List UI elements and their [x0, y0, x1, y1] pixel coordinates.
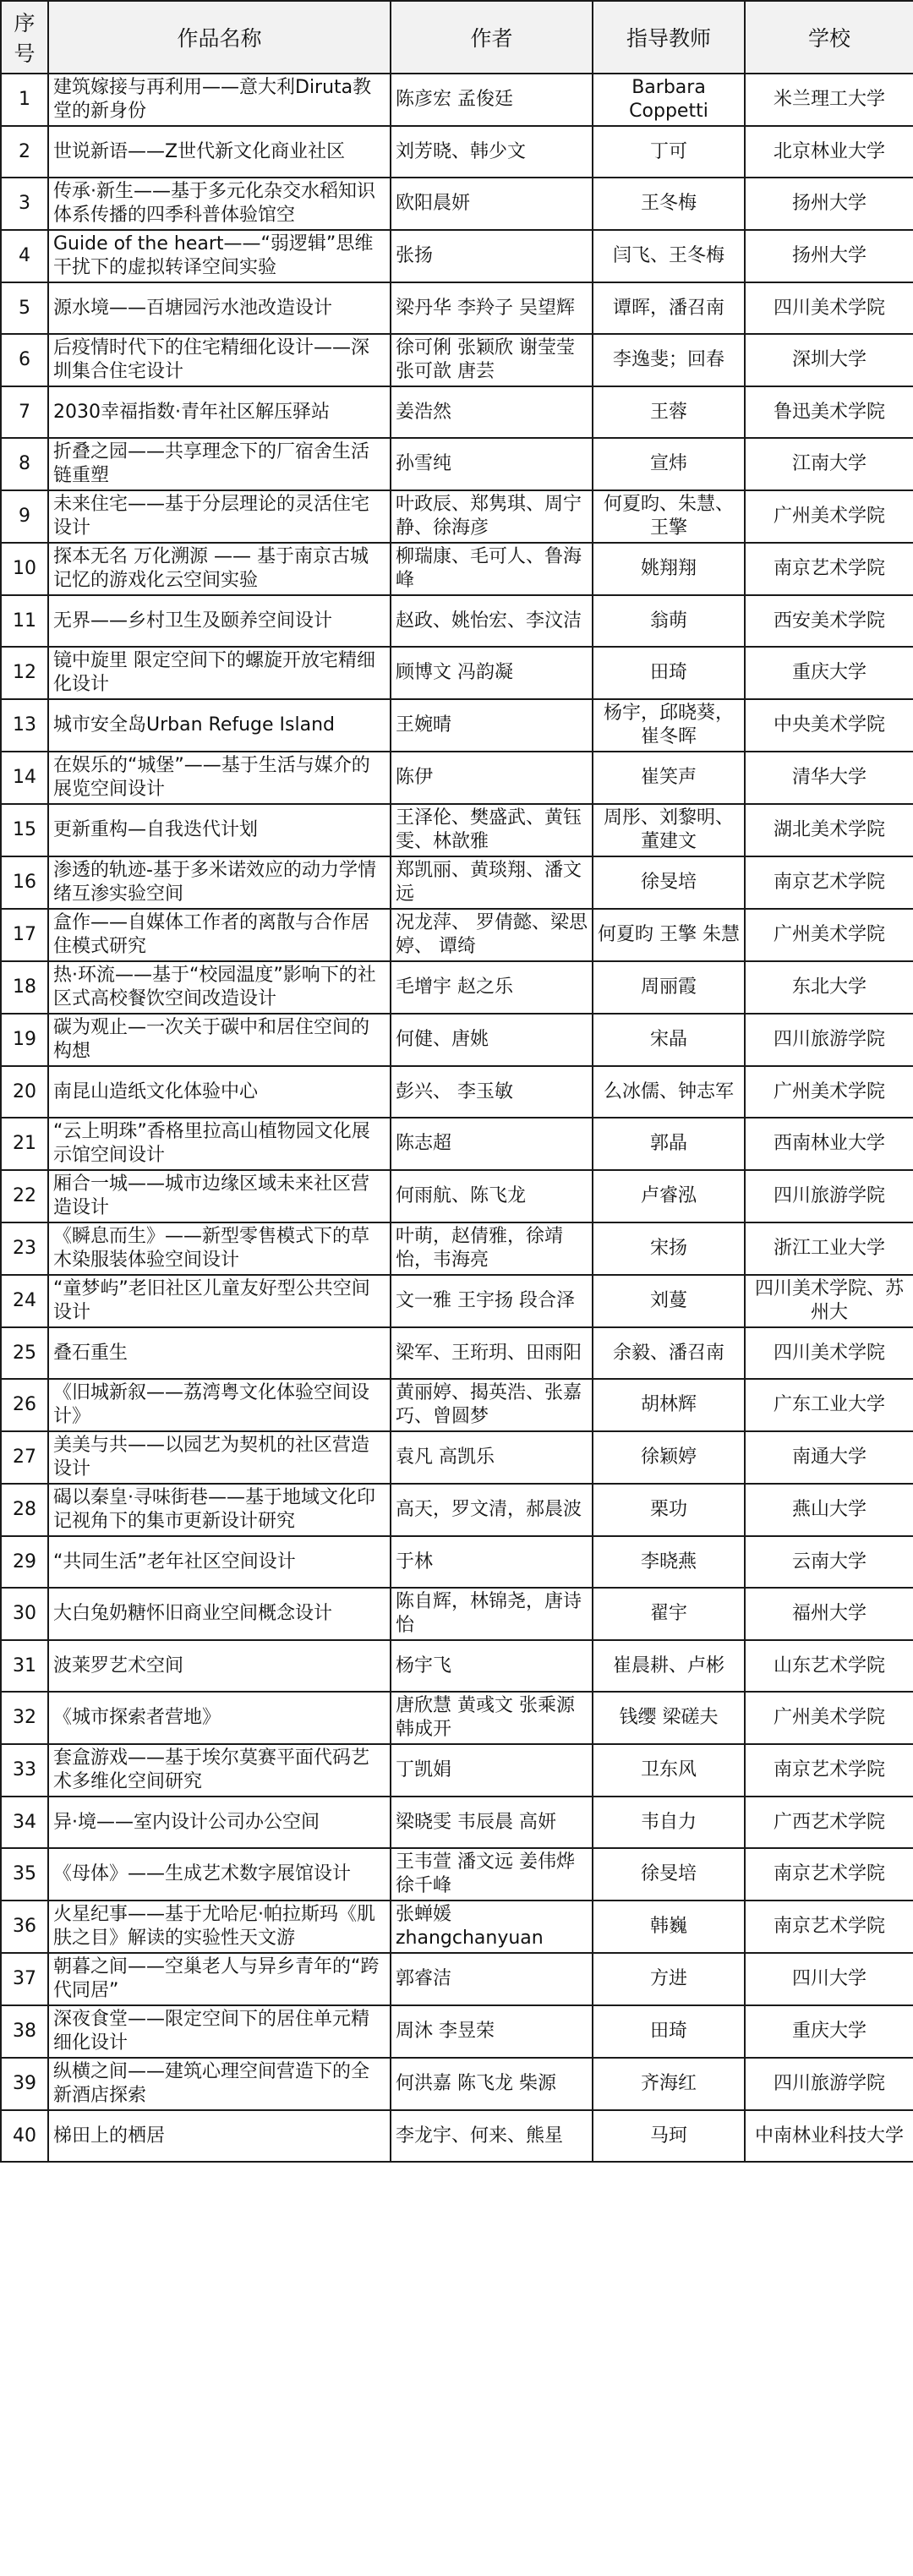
school-cell: 湖北美术学院	[745, 804, 913, 856]
row-number-cell: 23	[1, 1222, 48, 1275]
work-title-cell: 折叠之园——共享理念下的厂宿舍生活链重塑	[48, 438, 391, 490]
advisor-cell: 何夏昀、朱慧、王擎	[593, 490, 745, 543]
advisor-cell: 宋晶	[593, 1014, 745, 1066]
table-row	[1, 1692, 913, 1744]
authors-cell: 何雨航、陈飞龙	[391, 1170, 593, 1222]
authors-cell: 王婉晴	[391, 699, 593, 752]
school-cell: 四川美术学院	[745, 1327, 913, 1379]
table-header-row	[1, 1, 913, 74]
school-cell: 云南大学	[745, 1536, 913, 1588]
row-number-cell: 12	[1, 647, 48, 699]
work-title-cell: 《城市探索者营地》	[48, 1692, 391, 1744]
authors-cell: 毛增宇 赵之乐	[391, 961, 593, 1014]
row-number-cell: 34	[1, 1797, 48, 1848]
row-number-cell: 24	[1, 1275, 48, 1327]
table-row	[1, 1901, 913, 1953]
authors-cell: 于林	[391, 1536, 593, 1588]
school-cell: 米兰理工大学	[745, 74, 913, 126]
row-number-cell: 28	[1, 1484, 48, 1536]
authors-cell: 刘芳晓、韩少文	[391, 126, 593, 178]
row-number-cell: 10	[1, 543, 48, 595]
school-cell: 清华大学	[745, 752, 913, 804]
row-number-cell: 15	[1, 804, 48, 856]
work-title-cell: 传承·新生——基于多元化杂交水稻知识体系传播的四季科普体验馆空	[48, 178, 391, 230]
row-number-cell: 33	[1, 1744, 48, 1797]
authors-cell: 张扬	[391, 230, 593, 282]
work-title-cell: “云上明珠”香格里拉高山植物园文化展示馆空间设计	[48, 1118, 391, 1170]
advisor-cell: 丁可	[593, 126, 745, 178]
row-number-cell: 9	[1, 490, 48, 543]
table-row	[1, 1431, 913, 1484]
table-row	[1, 595, 913, 647]
advisor-cell: 钱缨 梁磋夫	[593, 1692, 745, 1744]
table-row	[1, 543, 913, 595]
advisor-cell: 王冬梅	[593, 178, 745, 230]
row-number-cell: 32	[1, 1692, 48, 1744]
table-row	[1, 1953, 913, 2005]
school-cell: 广州美术学院	[745, 490, 913, 543]
school-cell: 四川旅游学院	[745, 1170, 913, 1222]
work-title-cell: “童梦屿”老旧社区儿童友好型公共空间设计	[48, 1275, 391, 1327]
advisor-cell: 李逸斐；回春	[593, 334, 745, 386]
row-number-cell: 38	[1, 2005, 48, 2058]
row-number-cell: 25	[1, 1327, 48, 1379]
authors-cell: 黄丽婷、揭英浩、张嘉巧、曾圆梦	[391, 1379, 593, 1431]
header-advisor: 指导教师	[593, 1, 745, 74]
table-row	[1, 752, 913, 804]
table-row	[1, 334, 913, 386]
authors-cell: 王泽伦、樊盛武、黄钰雯、林歆雅	[391, 804, 593, 856]
school-cell: 西南林业大学	[745, 1118, 913, 1170]
work-title-cell: 《母体》——生成艺术数字展馆设计	[48, 1848, 391, 1901]
work-title-cell: 《瞬息而生》——新型零售模式下的草木染服装体验空间设计	[48, 1222, 391, 1275]
work-title-cell: 朝暮之间——空巢老人与异乡青年的“跨代同居”	[48, 1953, 391, 2005]
table-body	[1, 74, 913, 2162]
work-title-cell: 世说新语——Z世代新文化商业社区	[48, 126, 391, 178]
school-cell: 福州大学	[745, 1588, 913, 1640]
row-number-cell: 39	[1, 2058, 48, 2110]
advisor-cell: Barbara Coppetti	[593, 74, 745, 126]
advisor-cell: 何夏昀 王擎 朱慧	[593, 909, 745, 961]
row-number-cell: 40	[1, 2110, 48, 2162]
table-row	[1, 1014, 913, 1066]
table-row	[1, 1066, 913, 1118]
school-cell: 重庆大学	[745, 2005, 913, 2058]
table-row	[1, 961, 913, 1014]
advisor-cell: 徐旻培	[593, 1848, 745, 1901]
authors-cell: 徐可俐 张颖欣 谢莹莹 张可歆 唐芸	[391, 334, 593, 386]
school-cell: 广州美术学院	[745, 909, 913, 961]
row-number-cell: 11	[1, 595, 48, 647]
school-cell: 山东艺术学院	[745, 1640, 913, 1692]
authors-cell: 陈自辉，林锦尧，唐诗怡	[391, 1588, 593, 1640]
authors-cell: 何健、唐姚	[391, 1014, 593, 1066]
authors-cell: 杨宇飞	[391, 1640, 593, 1692]
row-number-cell: 3	[1, 178, 48, 230]
work-title-cell: 在娱乐的“城堡”——基于生活与媒介的展览空间设计	[48, 752, 391, 804]
school-cell: 四川美术学院	[745, 282, 913, 334]
table-row	[1, 1484, 913, 1536]
school-cell: 南京艺术学院	[745, 1744, 913, 1797]
row-number-cell: 37	[1, 1953, 48, 2005]
header-school: 学校	[745, 1, 913, 74]
advisor-cell: 胡林辉	[593, 1379, 745, 1431]
row-number-cell: 36	[1, 1901, 48, 1953]
table-row	[1, 1797, 913, 1848]
authors-cell: 陈伊	[391, 752, 593, 804]
authors-cell: 张蝉媛 zhangchanyuan	[391, 1901, 593, 1953]
table-row	[1, 1744, 913, 1797]
authors-cell: 彭兴、 李玉敏	[391, 1066, 593, 1118]
school-cell: 鲁迅美术学院	[745, 386, 913, 438]
advisor-cell: 王蓉	[593, 386, 745, 438]
school-cell: 南京艺术学院	[745, 856, 913, 909]
table-row	[1, 1536, 913, 1588]
authors-cell: 郭睿洁	[391, 1953, 593, 2005]
row-number-cell: 16	[1, 856, 48, 909]
authors-cell: 王韦萱 潘文远 姜伟烨 徐千峰	[391, 1848, 593, 1901]
advisor-cell: 马珂	[593, 2110, 745, 2162]
advisor-cell: 田琦	[593, 2005, 745, 2058]
advisor-cell: 韦自力	[593, 1797, 745, 1848]
work-title-cell: 源水境——百塘园污水池改造设计	[48, 282, 391, 334]
advisor-cell: 崔笑声	[593, 752, 745, 804]
advisor-cell: 韩巍	[593, 1901, 745, 1953]
work-title-cell: 镜中旋里 限定空间下的螺旋开放宅精细化设计	[48, 647, 391, 699]
advisor-cell: 刘蔓	[593, 1275, 745, 1327]
table-row	[1, 909, 913, 961]
school-cell: 深圳大学	[745, 334, 913, 386]
row-number-cell: 30	[1, 1588, 48, 1640]
row-number-cell: 31	[1, 1640, 48, 1692]
work-title-cell: 盒作——自媒体工作者的离散与合作居住模式研究	[48, 909, 391, 961]
school-cell: 西安美术学院	[745, 595, 913, 647]
school-cell: 四川美术学院、苏州大	[745, 1275, 913, 1327]
advisor-cell: 徐旻培	[593, 856, 745, 909]
table-row	[1, 126, 913, 178]
row-number-cell: 4	[1, 230, 48, 282]
table-row	[1, 1222, 913, 1275]
row-number-cell: 19	[1, 1014, 48, 1066]
advisor-cell: 翁萌	[593, 595, 745, 647]
advisor-cell: 郭晶	[593, 1118, 745, 1170]
advisor-cell: 闫飞、王冬梅	[593, 230, 745, 282]
work-title-cell: 南昆山造纸文化体验中心	[48, 1066, 391, 1118]
table-row	[1, 647, 913, 699]
school-cell: 南京艺术学院	[745, 1901, 913, 1953]
school-cell: 广西艺术学院	[745, 1797, 913, 1848]
authors-cell: 周沐 李昱荣	[391, 2005, 593, 2058]
advisor-cell: 栗功	[593, 1484, 745, 1536]
school-cell: 四川大学	[745, 1953, 913, 2005]
work-title-cell: 梯田上的栖居	[48, 2110, 391, 2162]
school-cell: 四川旅游学院	[745, 1014, 913, 1066]
school-cell: 广东工业大学	[745, 1379, 913, 1431]
school-cell: 中央美术学院	[745, 699, 913, 752]
table-row	[1, 2005, 913, 2058]
advisor-cell: 余毅、潘召南	[593, 1327, 745, 1379]
school-cell: 东北大学	[745, 961, 913, 1014]
table-row	[1, 178, 913, 230]
work-title-cell: 热·环流——基于“校园温度”影响下的社区式高校餐饮空间改造设计	[48, 961, 391, 1014]
row-number-cell: 26	[1, 1379, 48, 1431]
table-row	[1, 386, 913, 438]
authors-cell: 梁晓雯 韦辰晨 高妍	[391, 1797, 593, 1848]
row-number-cell: 27	[1, 1431, 48, 1484]
work-title-cell: 城市安全岛Urban Refuge Island	[48, 699, 391, 752]
school-cell: 南京艺术学院	[745, 1848, 913, 1901]
row-number-cell: 13	[1, 699, 48, 752]
table-row	[1, 1327, 913, 1379]
authors-cell: 丁凯娟	[391, 1744, 593, 1797]
advisor-cell: 周丽霞	[593, 961, 745, 1014]
advisor-cell: 崔晨耕、卢彬	[593, 1640, 745, 1692]
work-title-cell: 大白兔奶糖怀旧商业空间概念设计	[48, 1588, 391, 1640]
row-number-cell: 22	[1, 1170, 48, 1222]
authors-cell: 郑凯丽、黄琰翔、潘文远	[391, 856, 593, 909]
advisor-cell: 齐海红	[593, 2058, 745, 2110]
work-title-cell: 套盒游戏——基于埃尔莫赛平面代码艺术多维化空间研究	[48, 1744, 391, 1797]
table-row	[1, 230, 913, 282]
table-row	[1, 699, 913, 752]
authors-cell: 赵政、姚怡宏、李汶洁	[391, 595, 593, 647]
advisor-cell: 宣炜	[593, 438, 745, 490]
work-title-cell: 碣以秦皇·寻味街巷——基于地域文化印记视角下的集市更新设计研究	[48, 1484, 391, 1536]
row-number-cell: 18	[1, 961, 48, 1014]
row-number-cell: 1	[1, 74, 48, 126]
work-title-cell: 更新重构—自我迭代计划	[48, 804, 391, 856]
advisor-cell: 田琦	[593, 647, 745, 699]
work-title-cell: 纵横之间——建筑心理空间营造下的全新酒店探索	[48, 2058, 391, 2110]
advisor-cell: 周彤、刘黎明、董建文	[593, 804, 745, 856]
authors-cell: 况龙萍、 罗倩懿、梁思婷、 谭绮	[391, 909, 593, 961]
header-no: 序号	[1, 1, 48, 74]
work-title-cell: 异·境——室内设计公司办公空间	[48, 1797, 391, 1848]
work-title-cell: 无界——乡村卫生及颐养空间设计	[48, 595, 391, 647]
table-row	[1, 282, 913, 334]
authors-cell: 孙雪纯	[391, 438, 593, 490]
row-number-cell: 2	[1, 126, 48, 178]
work-title-cell: 波莱罗艺术空间	[48, 1640, 391, 1692]
school-cell: 江南大学	[745, 438, 913, 490]
table-row	[1, 804, 913, 856]
advisor-cell: 宋扬	[593, 1222, 745, 1275]
table-row	[1, 1640, 913, 1692]
row-number-cell: 29	[1, 1536, 48, 1588]
work-title-cell: 2030幸福指数·青年社区解压驿站	[48, 386, 391, 438]
authors-cell: 李龙宇、何来、熊星	[391, 2110, 593, 2162]
table-row	[1, 856, 913, 909]
authors-cell: 叶政辰、郑隽琪、周宁静、徐海彦	[391, 490, 593, 543]
school-cell: 南京艺术学院	[745, 543, 913, 595]
row-number-cell: 17	[1, 909, 48, 961]
work-title-cell: 渗透的轨迹-基于多米诺效应的动力学情绪互渗实验空间	[48, 856, 391, 909]
advisor-cell: 徐颖婷	[593, 1431, 745, 1484]
table-row	[1, 1588, 913, 1640]
row-number-cell: 20	[1, 1066, 48, 1118]
table-row	[1, 438, 913, 490]
row-number-cell: 5	[1, 282, 48, 334]
table-row	[1, 2058, 913, 2110]
table-row	[1, 1275, 913, 1327]
authors-cell: 唐欣慧 黄彧文 张乘源 韩成开	[391, 1692, 593, 1744]
work-title-cell: 美美与共——以园艺为契机的社区营造设计	[48, 1431, 391, 1484]
work-title-cell: 《旧城新叙——荔湾粤文化体验空间设计》	[48, 1379, 391, 1431]
table-row	[1, 2110, 913, 2162]
authors-cell: 梁丹华 李羚子 吴望辉	[391, 282, 593, 334]
row-number-cell: 7	[1, 386, 48, 438]
work-title-cell: 后疫情时代下的住宅精细化设计——深圳集合住宅设计	[48, 334, 391, 386]
work-title-cell: 建筑嫁接与再利用——意大利Diruta教堂的新身份	[48, 74, 391, 126]
advisor-cell: 方进	[593, 1953, 745, 2005]
authors-cell: 姜浩然	[391, 386, 593, 438]
school-cell: 四川旅游学院	[745, 2058, 913, 2110]
advisor-cell: 谭晖，潘召南	[593, 282, 745, 334]
school-cell: 重庆大学	[745, 647, 913, 699]
row-number-cell: 8	[1, 438, 48, 490]
school-cell: 浙江工业大学	[745, 1222, 913, 1275]
advisor-cell: 李晓燕	[593, 1536, 745, 1588]
authors-cell: 何洪嘉 陈飞龙 柴源	[391, 2058, 593, 2110]
authors-cell: 陈志超	[391, 1118, 593, 1170]
authors-cell: 高天，罗文清，郝晨波	[391, 1484, 593, 1536]
work-title-cell: “共同生活”老年社区空间设计	[48, 1536, 391, 1588]
work-title-cell: 火星纪事——基于尤哈尼·帕拉斯玛《肌肤之目》解读的实验性天文游	[48, 1901, 391, 1953]
header-authors: 作者	[391, 1, 593, 74]
school-cell: 北京林业大学	[745, 126, 913, 178]
table-row	[1, 490, 913, 543]
work-title-cell: 厢合一城——城市边缘区域未来社区营造设计	[48, 1170, 391, 1222]
school-cell: 扬州大学	[745, 178, 913, 230]
authors-cell: 文一雅 王宇扬 段合泽	[391, 1275, 593, 1327]
work-title-cell: 探本无名 万化溯源 —— 基于南京古城记忆的游戏化云空间实验	[48, 543, 391, 595]
row-number-cell: 6	[1, 334, 48, 386]
authors-cell: 顾博文 冯韵凝	[391, 647, 593, 699]
table-row	[1, 1170, 913, 1222]
authors-cell: 欧阳晨妍	[391, 178, 593, 230]
table-row	[1, 1848, 913, 1901]
school-cell: 广州美术学院	[745, 1692, 913, 1744]
work-title-cell: 叠石重生	[48, 1327, 391, 1379]
authors-cell: 梁军、王珩玥、田雨阳	[391, 1327, 593, 1379]
row-number-cell: 35	[1, 1848, 48, 1901]
table-row	[1, 1118, 913, 1170]
authors-cell: 陈彦宏 孟俊廷	[391, 74, 593, 126]
authors-cell: 柳瑞康、毛可人、鲁海峰	[391, 543, 593, 595]
header-title: 作品名称	[48, 1, 391, 74]
table-row	[1, 74, 913, 126]
row-number-cell: 14	[1, 752, 48, 804]
table-row	[1, 1379, 913, 1431]
advisor-cell: 卫东风	[593, 1744, 745, 1797]
work-title-cell: 未来住宅——基于分层理论的灵活住宅设计	[48, 490, 391, 543]
work-title-cell: 碳为观止—一次关于碳中和居住空间的构想	[48, 1014, 391, 1066]
authors-cell: 叶萌，赵倩雅，徐靖怡，韦海亮	[391, 1222, 593, 1275]
school-cell: 扬州大学	[745, 230, 913, 282]
advisor-cell: 姚翔翔	[593, 543, 745, 595]
advisor-cell: 翟宇	[593, 1588, 745, 1640]
school-cell: 燕山大学	[745, 1484, 913, 1536]
work-title-cell: Guide of the heart——“弱逻辑”思维干扰下的虚拟转译空间实验	[48, 230, 391, 282]
advisor-cell: 卢睿泓	[593, 1170, 745, 1222]
advisor-cell: 么冰儒、钟志军	[593, 1066, 745, 1118]
advisor-cell: 杨宇，邱晓葵，崔冬晖	[593, 699, 745, 752]
school-cell: 南通大学	[745, 1431, 913, 1484]
school-cell: 广州美术学院	[745, 1066, 913, 1118]
authors-cell: 袁凡 高凯乐	[391, 1431, 593, 1484]
work-title-cell: 深夜食堂——限定空间下的居住单元精细化设计	[48, 2005, 391, 2058]
school-cell: 中南林业科技大学	[745, 2110, 913, 2162]
row-number-cell: 21	[1, 1118, 48, 1170]
